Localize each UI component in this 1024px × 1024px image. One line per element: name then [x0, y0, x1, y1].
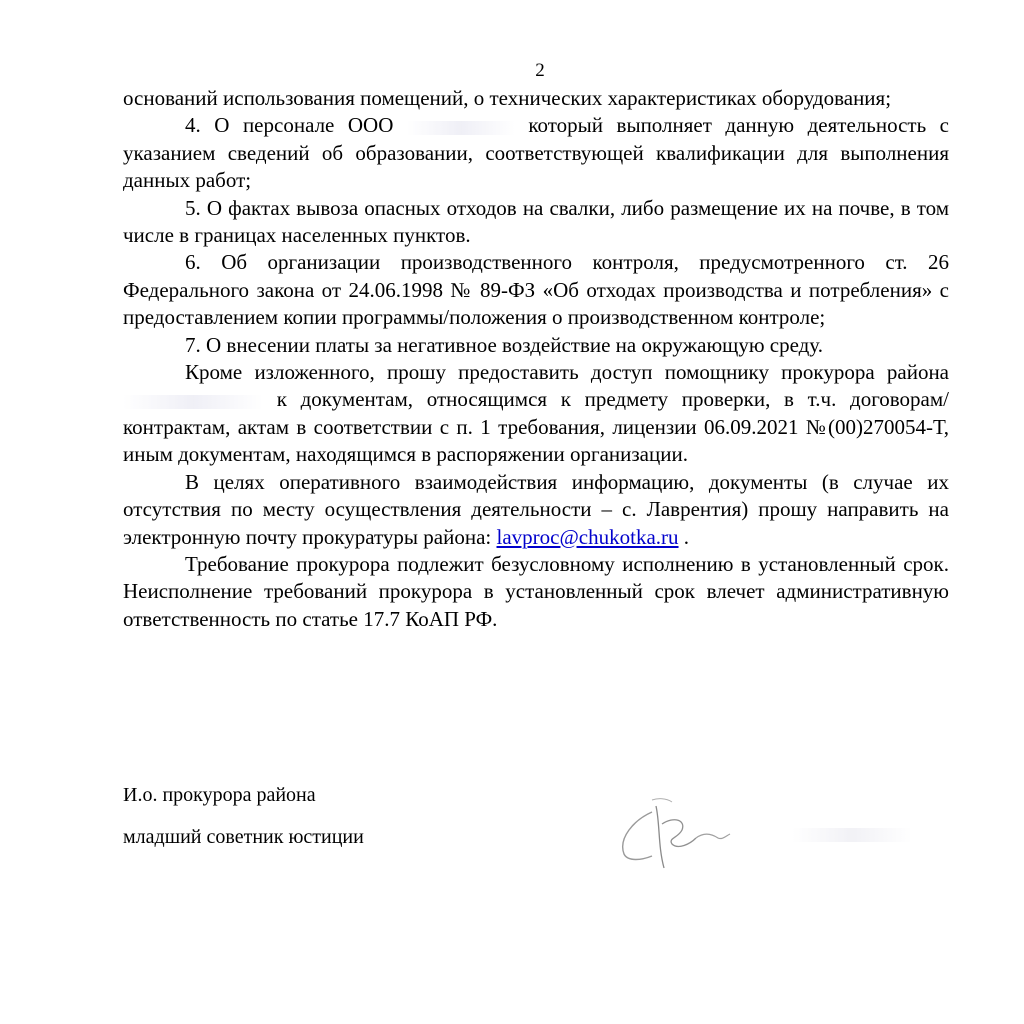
- paragraph-email-end: .: [678, 524, 690, 549]
- paragraph-email-start: В целях оперативного взаимодействия информацию, документы (в случае их отсутствия по месту осуществления деятельности – с. Лаврентия) прошу направить на электронную почту прокуратуры района:: [123, 469, 949, 549]
- redacted-assistant-name: [123, 395, 263, 409]
- paragraph-email-request: [123, 469, 949, 551]
- paragraph-item-4-end: который выполняет данную деятельность с указанием сведений об образовании, соответствующей квалификации для выполнения данных работ;: [123, 113, 949, 193]
- paragraph-item-6: 6. Об организации производственного контроля, предусмотренного ст. 26 Федерального закона от 24.06.1998 № 89-ФЗ «Об отходах производства и потребления» с предоставлением копии программы/положения о производственном контроле;: [123, 250, 949, 330]
- signatory-title: И.о. прокурора района: [123, 784, 316, 806]
- paragraph-continuation: оснований использования помещений, о технических характеристиках оборудования;: [123, 86, 892, 110]
- handwritten-signature: [612, 798, 742, 876]
- paragraph-access-request: [123, 359, 949, 469]
- paragraph-item-4: [123, 112, 949, 194]
- page-number: 2: [535, 60, 545, 81]
- signatory-rank: младший советник юстиции: [123, 826, 364, 848]
- prosecutor-email-link[interactable]: lavproc@chukotka.ru: [496, 524, 679, 549]
- redacted-signatory-name: [792, 828, 912, 842]
- paragraph-item-4-start: 4. О персонале ООО: [185, 113, 407, 138]
- paragraph-item-5: 5. О фактах вывоза опасных отходов на свалки, либо размещение их на почве, в том числе в границах населенных пунктов.: [123, 195, 949, 248]
- redacted-company-name: [407, 121, 515, 135]
- letter-body: [123, 85, 949, 633]
- paragraph-access-end: к документам, относящимся к предмету проверки, в т.ч. договорам/контрактам, актам в соответствии с п. 1 требования, лицензии 06.09.2021 №(00)270054-Т, иным документам, находящимся в распоряжении организации.: [123, 387, 949, 467]
- paragraph-access-start: Кроме изложенного, прошу предоставить доступ помощнику прокурора района: [185, 360, 949, 385]
- paragraph-item-7: 7. О внесении платы за негативное воздействие на окружающую среду.: [185, 332, 823, 357]
- paragraph-requirement-notice: Требование прокурора подлежит безусловному исполнению в установленный срок. Неисполнение требований прокурора в установленный срок влечет административную ответственность по статье 17.7 КоАП РФ.: [123, 551, 949, 631]
